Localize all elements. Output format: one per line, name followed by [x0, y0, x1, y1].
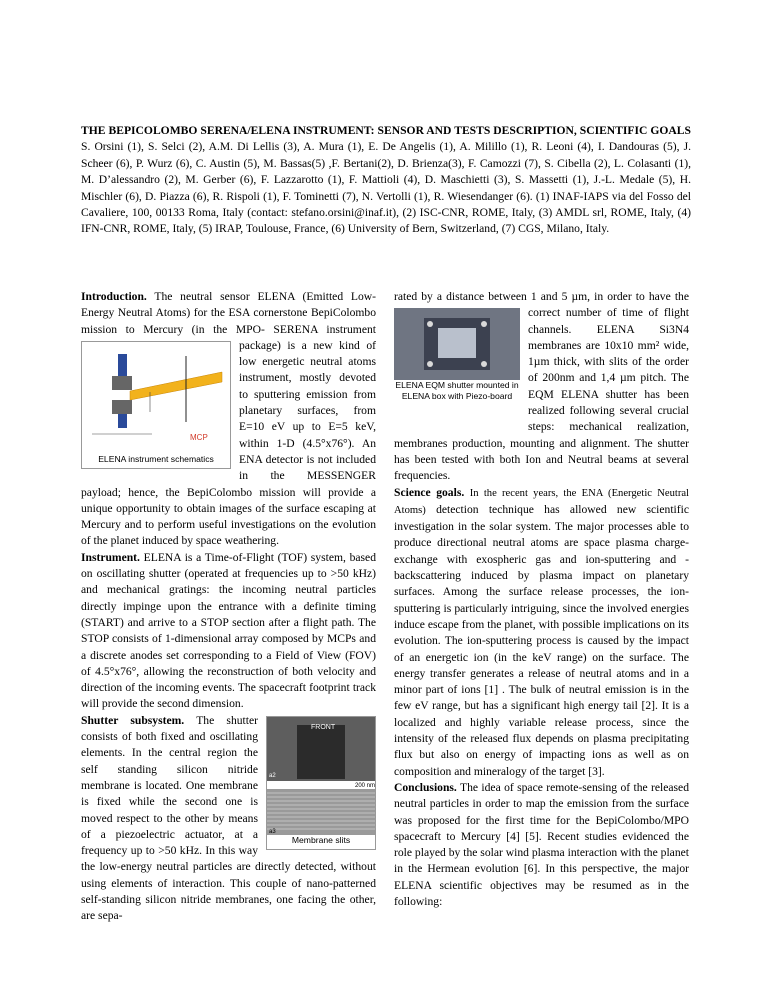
science-text: detection technique has allowed new scientific investigation in the solar system. The major processes able to produce directional neutral atoms are space plasma charge-exchange with exospheric gas and ion-sputtering and -backscattering induced by plasma impact on planetary surfaces. Among the surface release processes, the ion-sputtering is particularly intriguing, since the involved energies induce escape from the planet, with possible implications on its evolution. The ion-sputtering process is caused by the impact of an energetic ion (in the keV range) on the surface. The energy transfer generates a release of neutral atoms and in a minor part of ions [1] . The bulk of neutral emission is in the few eV range, but has a significant high energy tail [2]. It is a localized and highly variable release process, since the intensity of the released flux depends on plasma precipitating flux but also on energy of impacting ions as well as on composition and mineralogy of the target [3]. — [394, 502, 689, 778]
membrane-window — [438, 328, 476, 358]
intro-lead: The neutral sensor ELENA (Emitted Low-Energy Neutral Atoms) for the ESA cornerstone BepiColombo mission to Mercury (in the MPO- — [81, 290, 376, 336]
conclusions-text: The idea of space remote-sensing of the released neutral particles in order to map the emission from the surface was proposed for the first time for the BepiColombo/MPO spacecraft to Mercury [4] [5]. Recent studies evidenced the role played by the solar wind plasma interaction with the planet in the Hermean evolution [6]. In this perspective, the major ELENA scientific objectives may be resumed as in the following: — [394, 780, 689, 908]
shutter-cont-lead: rated by a distance between 1 and 5 µm, in order to — [394, 290, 645, 303]
sem-membrane-block — [297, 725, 345, 779]
particle-beam — [130, 372, 222, 400]
right-column — [394, 289, 689, 910]
figure-eqm-shutter — [394, 308, 520, 420]
shutter-heading: Shutter subsystem. — [81, 713, 185, 727]
front-label: FRONT — [311, 723, 336, 731]
grating-top — [118, 354, 127, 376]
scale-label: 200 nm — [355, 782, 375, 789]
paper-header — [81, 123, 691, 238]
figure-caption-schematics: ELENA instrument schematics — [98, 453, 214, 464]
instrument-heading: Instrument. — [81, 550, 140, 564]
shutter-text: The shutter consists of both fixed and oscillating elements. In the central region the self standing silicon nitride membrane is located. One membrane is fixed while the second one is moved respect to the other by means of a piezoelectric actuator, at a frequency up to >50 kHz. In this way the low-energy neutral particles are directly detected, without using elements of interaction. This couple of nano-patterned self-standing silicon nitride membranes, one facing the other, are sepa- — [81, 713, 376, 923]
eqm-shutter-photo — [394, 308, 520, 380]
shutter-cont-body: have the correct number of time of flight channels. ELENA Si3N4 membranes are 10x10 mm² wide, 1µm thick, with slits of the order of 200nm and 1,4 µm pitch. The EQM ELENA shutter has been realized following several crucial steps: mechanical realization, membranes production, mounting and alignment. The shutter has been tested with both Ion and Neutral beams at several frequencies. — [394, 290, 689, 483]
author-list: S. Orsini (1), S. Selci (2), A.M. Di Lellis (3), A. Mura (1), E. De Angelis (1), A. Milillo (1), R. Leoni (4), I. Dandouras (5), J. Scheer (6), P. Wurz (6), C. Austin (5), M. Bassas(5) ,F. Bertani(2), D. Brienza(3), F. Camozzi (7), S. Cibella (2), L. Colasanti (1), M. D’alessandro (2), M. Gerber (6), F. Lazzarotto (1), F. Mattioli (4), D. Maschietti (3), S. Massetti (1), J.-L. Medale (5), H. Mischler (6), D. Piazza (6), R. Rispoli (1), F. Tominetti (7), N. Vertolli (1), R. Wiesendanger (6). (1) INAF-IAPS via del Fosso del Cavaliere, 100, 00133 Roma, Italy (contact: stefano.orsini@inaf.it), (2) ISC-CNR, ROME, Italy, (3) AMDL srl, ROME, Italy, (4) IFN-CNR, ROME, Italy, (5) IRAP, Toulouse, France, (6) University of Bern, Switzerland, (7) CGS, Milano, Italy. — [81, 140, 691, 236]
intro-heading: Introduction. — [81, 290, 147, 303]
instrument-schematic-drawing — [82, 342, 230, 454]
mcp-label: MCP — [190, 432, 208, 442]
left-column — [81, 289, 376, 925]
a2-label: a2 — [269, 772, 276, 779]
science-heading: Science goals. — [394, 485, 465, 499]
figure-caption-eqm: ELENA EQM shutter mounted in ELENA box with Piezo-board — [395, 380, 519, 401]
membrane-slits-image — [267, 717, 375, 835]
conclusions-heading: Conclusions. — [394, 780, 457, 794]
intro-body: SERENA instrument package) is a new kind of low energetic neutral atoms instrument, mostly devoted to sputtering emission from planetary surfaces, from E=10 eV up to E=5 keV, within 1-D (4.5°x76°). An ENA detector is not included in the MESSENGER payload; hence, the BepiColombo mission will provide a unique opportunity to obtain images of the surface escaping at Mercury and to perform useful investigations on the evolution of the planet induced by space weathering. — [81, 322, 376, 548]
screw-3 — [427, 361, 433, 367]
screw-1 — [427, 321, 433, 327]
screw-2 — [481, 321, 487, 327]
science-lead: In the recent years, the ENA (Energetic Neutral Atoms) — [394, 487, 689, 516]
a3-label: a3 — [269, 828, 276, 835]
sem-slits-background — [267, 789, 375, 835]
figure-membrane-slits — [266, 716, 376, 850]
screw-4 — [481, 361, 487, 367]
shutter-bottom-block — [112, 400, 132, 414]
shutter-top-block — [112, 376, 132, 390]
grating-bottom — [118, 414, 127, 428]
figure-instrument-schematics — [81, 341, 231, 469]
figure-caption-membrane: Membrane slits — [291, 834, 351, 845]
instrument-text: ELENA is a Time-of-Flight (TOF) system, based on oscillating shutter (operated at frequencies up to >50 kHz) and mechanical gratings: the incoming neutral particles directly impinge upon the entrance with a definite timing (START) and arrive to a STOP section after a flight path. The STOP consists of 1-dimensional array composed by MCPs and a discrete anodes set corresponding to a Field of View (FOV) of 4.5°x76°, allowing the reconstruction of both velocity and direction of the incoming events. The spacecraft footprint track will provide the second dimension. — [81, 550, 376, 711]
paper-title: THE BEPICOLOMBO SERENA/ELENA INSTRUMENT: SENSOR AND TESTS DESCRIPTION, SCIENTIFIC GOALS — [81, 124, 691, 137]
